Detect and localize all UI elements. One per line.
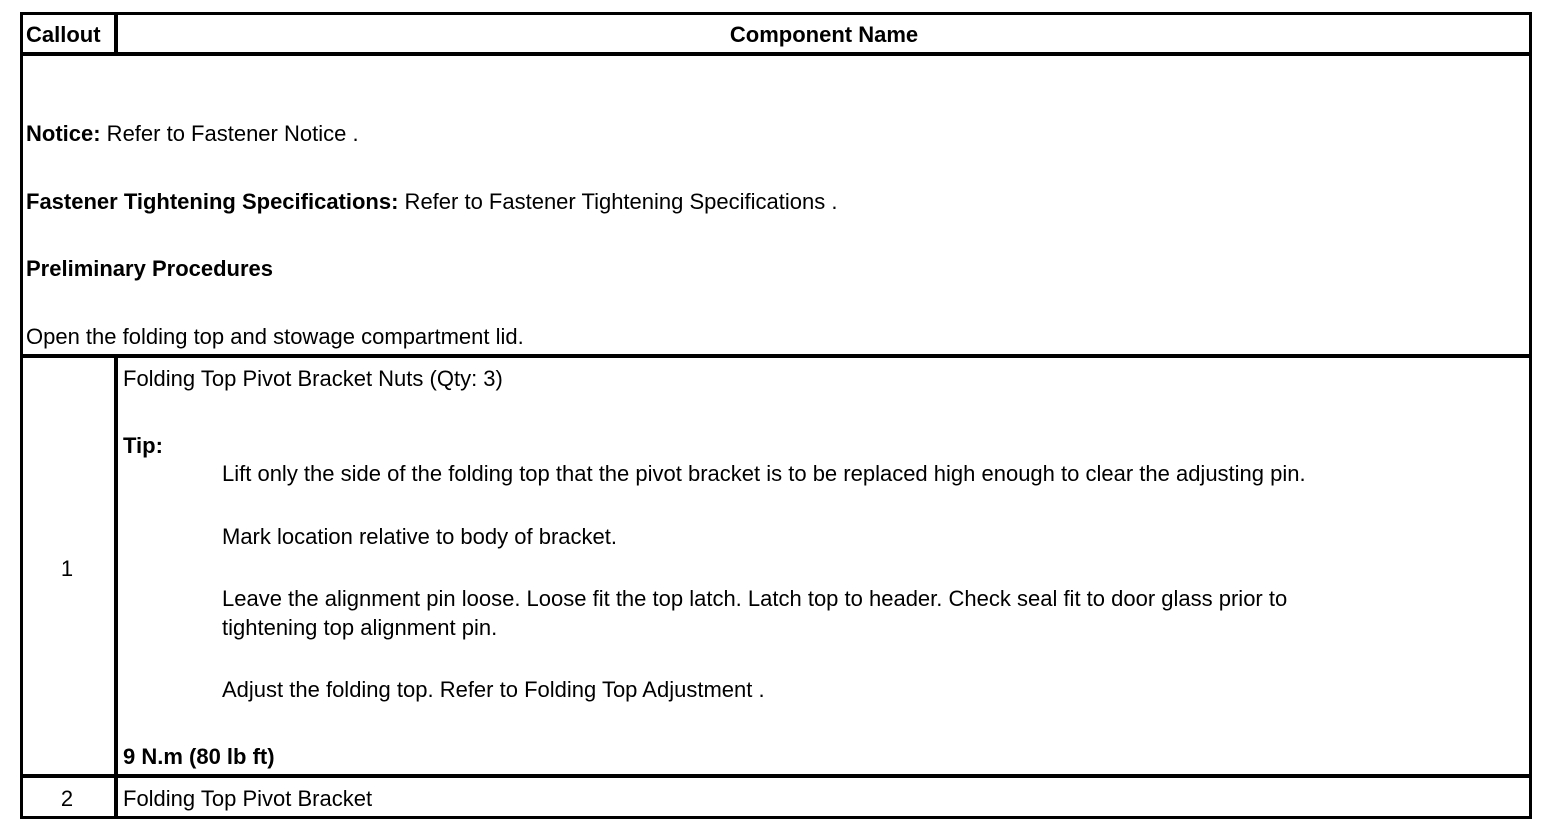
row1-divider [20,774,1532,778]
row1-callout: 1 [60,556,74,581]
header-callout: Callout [26,22,101,47]
row1-tip-1: Lift only the side of the folding top that the pivot bracket is to be replaced high enough to clear the adjusting pin. [222,461,1306,486]
notice-text: Refer to Fastener Notice . [100,121,359,146]
row1-tip-label: Tip: [123,433,163,458]
row1-component: Folding Top Pivot Bracket Nuts (Qty: 3) [123,366,503,391]
preamble-divider [20,354,1532,358]
notice-label: Notice: [26,121,101,146]
fastener-line [26,189,837,215]
row2-callout: 2 [60,786,74,811]
row1-tip-3: Leave the alignment pin loose. Loose fit the top latch. Latch top to header. Check seal fit to door glass prior to [222,586,1288,611]
row1-tip-2: Mark location relative to body of bracket. [222,524,617,549]
fastener-text: Refer to Fastener Tightening Specifications . [398,189,838,214]
row1-tip-4: Adjust the folding top. Refer to Folding Top Adjustment . [222,677,765,702]
header-component-name: Component Name [729,22,919,47]
row1-tip-3-cont: tightening top alignment pin. [222,615,498,640]
row1-torque: 9 N.m (80 lb ft) [123,744,275,769]
preliminary-step: Open the folding top and stowage compartment lid. [26,324,524,349]
preliminary-heading: Preliminary Procedures [26,256,274,281]
notice-line [26,121,359,147]
fastener-label: Fastener Tightening Specifications: [26,189,399,214]
header-divider [20,52,1532,56]
row2-component: Folding Top Pivot Bracket [123,786,373,811]
